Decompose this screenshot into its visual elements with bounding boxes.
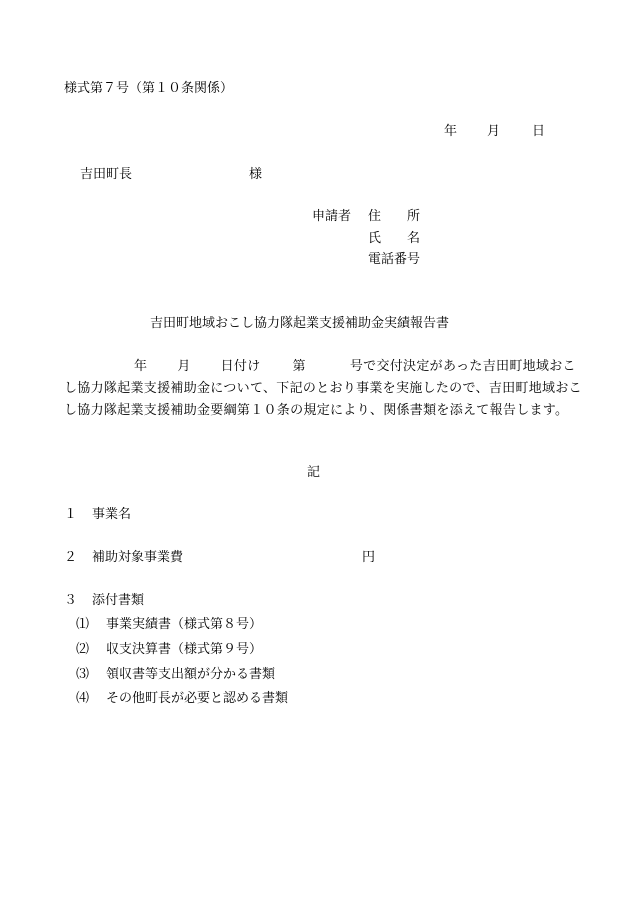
body-paragraph — [64, 356, 584, 422]
item-2-number: ２ — [64, 550, 78, 565]
attachment-3-label: 領収書等支出額が分かる書類 — [106, 667, 276, 682]
applicant-name-label: 氏 名 — [368, 231, 421, 246]
form-number: 様式第７号（第１０条関係） — [64, 81, 234, 96]
item-1-label: 事業名 — [92, 507, 132, 522]
attachment-2-label: 収支決算書（様式第９号） — [106, 642, 263, 657]
item-1-number: １ — [64, 507, 78, 522]
date-day-label: 日 — [532, 124, 546, 139]
attachment-3-number: ⑶ — [76, 667, 90, 682]
attachment-4-number: ⑷ — [76, 691, 90, 706]
attachment-1-label: 事業実績書（様式第８号） — [106, 617, 263, 632]
addressee-honorific: 様 — [249, 167, 263, 182]
applicant-address-label: 住 所 — [368, 209, 421, 224]
applicant-label: 申請者 — [312, 209, 352, 224]
body-month: 月 — [177, 359, 191, 374]
attachment-2-number: ⑵ — [76, 642, 90, 657]
item-2-unit: 円 — [362, 550, 376, 565]
item-2-label: 補助対象事業費 — [92, 550, 184, 565]
applicant-phone-label: 電話番号 — [368, 252, 421, 267]
ki-heading: 記 — [307, 465, 321, 480]
body-date-suffix: 日付け — [220, 359, 261, 374]
item-3-number: ３ — [64, 593, 78, 608]
item-3-label: 添付書類 — [92, 593, 145, 608]
date-year-label: 年 — [444, 124, 458, 139]
attachment-1-number: ⑴ — [76, 617, 90, 632]
body-year: 年 — [134, 359, 148, 374]
attachment-4-label: その他町長が必要と認める書類 — [106, 691, 289, 706]
addressee-name: 吉田町長 — [80, 167, 133, 182]
body-text: 号で交付決定があった吉田町地域おこし協力隊起業支援補助金について、下記のとおり事業を実施したので、吉田町地域おこし協力隊起業支援補助金要綱第１０条の規定により、関係書類を添えて報告します。 — [64, 359, 582, 418]
body-number-prefix: 第 — [292, 359, 306, 374]
date-month-label: 月 — [487, 124, 501, 139]
document-title: 吉田町地域おこし協力隊起業支援補助金実績報告書 — [150, 316, 450, 331]
